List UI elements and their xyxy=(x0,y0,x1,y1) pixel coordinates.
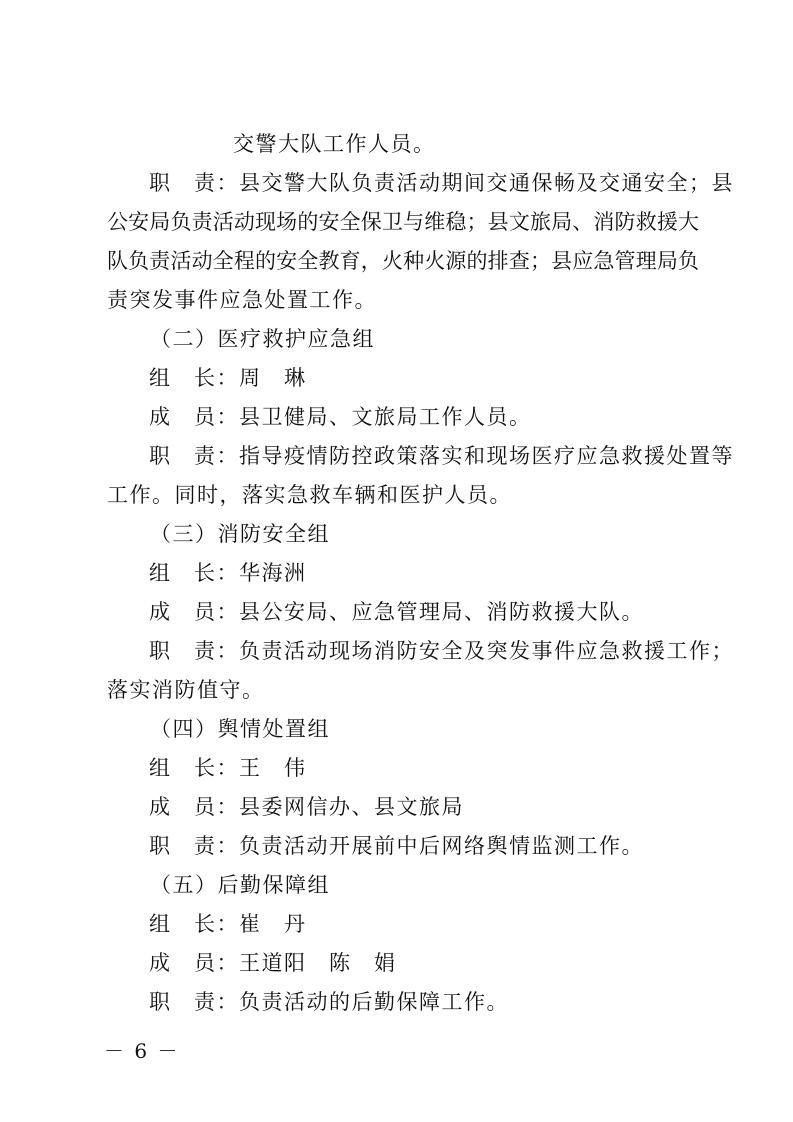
text-line: 队负责活动全程的安全教育，火种火源的排查；县应急管理局负 xyxy=(107,249,699,273)
text-line: 职 责：负责活动开展前中后网络舆情监测工作。 xyxy=(149,834,644,858)
text-line: 公安局负责活动现场的安全保卫与维稳；县文旅局、消防救援大 xyxy=(107,210,699,234)
text-line: 组 长：华海洲 xyxy=(149,561,307,585)
text-line: 落实消防值守。 xyxy=(107,678,265,702)
section-heading: （五）后勤保障组 xyxy=(150,873,330,897)
text-line: 成 员：王道阳 陈 娟 xyxy=(149,951,397,975)
text-line: 工作。同时，落实急救车辆和医护人员。 xyxy=(107,483,512,507)
section-heading: （二）医疗救护应急组 xyxy=(150,327,375,351)
text-line: 职 责：县交警大队负责活动期间交通保畅及交通安全；县 xyxy=(149,171,734,195)
text-line: 组 长：周 琳 xyxy=(149,366,307,390)
section-heading: （三）消防安全组 xyxy=(150,522,330,546)
page-number: － 6 － xyxy=(104,1039,180,1063)
text-line: 职 责：指导疫情防控政策落实和现场医疗应急救援处置等 xyxy=(149,444,734,468)
text-line: 成 员：县公安局、应急管理局、消防救援大队。 xyxy=(149,600,644,624)
text-line: 组 长：王 伟 xyxy=(149,756,307,780)
text-line: 责突发事件应急处置工作。 xyxy=(107,288,377,312)
text-line: 职 责：负责活动的后勤保障工作。 xyxy=(149,990,509,1014)
text-line: 成 员：县卫健局、文旅局工作人员。 xyxy=(149,405,532,429)
text-line: 职 责：负责活动现场消防安全及突发事件应急救援工作； xyxy=(149,639,734,663)
text-line: 组 长：崔 丹 xyxy=(149,912,307,936)
text-line: 交警大队工作人员。 xyxy=(233,132,436,156)
text-line: 成 员：县委网信办、县文旅局 xyxy=(149,795,464,819)
section-heading: （四）舆情处置组 xyxy=(150,717,330,741)
